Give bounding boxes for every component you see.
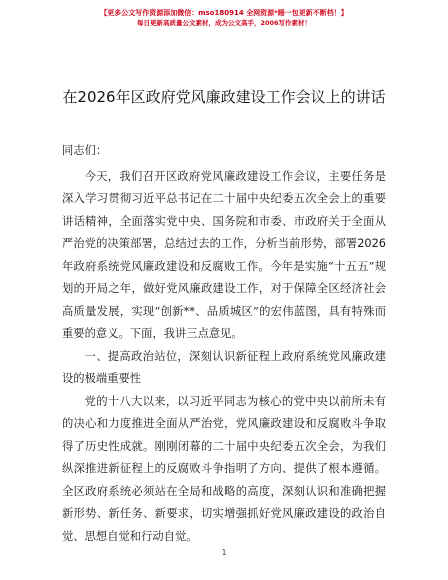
section-heading-1: 一、提高政治站位，深刻认识新征程上政府系统党风廉政建设的极端重要性 [62,349,386,385]
document-title: 在2026年区政府党风廉政建设工作会议上的讲话 [62,88,386,106]
paragraph-intro [62,166,386,346]
document-body [62,140,386,548]
promo-banner-line-1: 【更多公文写作资源添加微信：mso180914 全网资源*睡一包更新不断档！】 [100,9,348,17]
page-number: 1 [221,548,227,557]
paragraph-section-1: 党的十八大以来，以习近平同志为核心的党中央以前所未有的决心和力度推进全面从严治党，党风廉政建设和反腐败斗争取得了历史性成就。刚刚闭幕的二十届中央纪委五次全会，为我们纵深推进新征程上的反腐败斗争指明了方向、提供了根本遵循。全区政府系统必须站在全局和战略的高度，深刻认识和准确把握新形势、新任务、新要求，切实增强抓好党风廉政建设的政治自觉、思想自觉和行动自觉。 [62,394,386,543]
salutation: 同志们： [62,144,108,157]
paragraph-intro-part-1: 今天，我们召开区政府党风廉政建设工作会议，主要任务是深入学习贯彻习近平总书记在二十届中央纪委五次全会上的重要讲话精神，全面落实党中央、国务院和市委、市政府关于全面从严治党的决策部署，总结过去的工作，分析当前形势， [62,169,386,250]
promo-banner [0,8,448,28]
paragraph-intro-part-2: 年政府系统党风廉政建设和反腐败工作。今年是实施“十五五”规划的开局之年，做好党风廉政建设工作，对于保障全区经济社会高质量发展，实现“创新**、品质城区”的宏伟蓝图，具有特殊而重要的意义。下面，我讲三点意见。 [62,259,386,340]
highlighted-phrase: 部署2026 [334,237,386,250]
promo-banner-line-2: 每日更新高质量公文素材，成为公文高手，2006写作素材！ [136,19,312,27]
